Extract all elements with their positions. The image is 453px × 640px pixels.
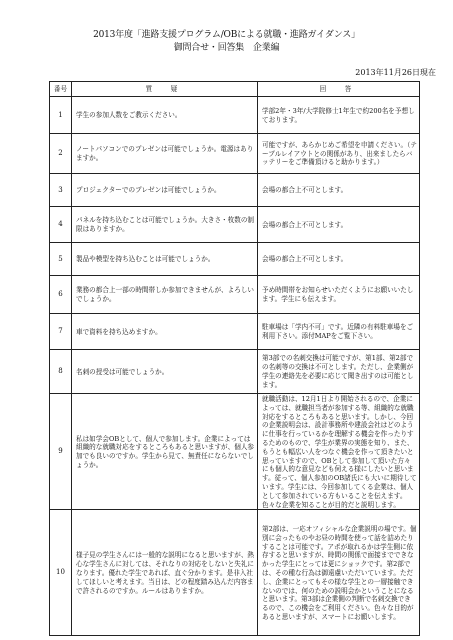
- question-cell: 私は如学会OBとして、個人で参加します。企業によっては組織的な就職対応をするところもあると思いますが、個人参加でも良いのですか。学生から見て、無責任にならないでしょうか。: [72, 394, 258, 510]
- table-row: [50, 394, 420, 510]
- column-header-question: 質 疑: [72, 82, 258, 97]
- as-of-date: 2013年11月26日現在: [355, 68, 436, 77]
- row-number: 1: [50, 97, 72, 134]
- row-number: 8: [50, 350, 72, 394]
- answer-cell: 会場の都合上不可とします。: [258, 207, 420, 243]
- question-cell: 様子見の学生さんには一般的な説明になると思いますが、熱心な学生さんに対しては、それなりの対応をしないと失礼になります。優れた学生であれば、直ぐ分かります。是非入社してほしいと考えます。当日は、どの程度踏み込んだ内容まで許されるのですか。ルールはありますか。: [72, 510, 258, 636]
- table-row: [50, 174, 420, 207]
- question-cell: 製品や模型を持ち込むことは可能でしょうか。: [72, 243, 258, 276]
- row-number: 5: [50, 243, 72, 276]
- question-cell: パネルを持ち込むことは可能でしょうか。大きさ・枚数の制限はありますか。: [72, 207, 258, 243]
- answer-cell: 就職活動は、12月1日より開始されるので、企業によっては、就職担当者が参加する等、組織的な就職対応をするところもあると思います。しかし、今回の企業説明会は、設計事務所や建設会社はどのように仕事を行っているかを理解する機会を作ったりするためのもので、学生が業界の実態を知り、また、もうとも幅広い人をつなぐ機会を作って頂きたいと思っていますので、OBとして参加して頂いた方々にも個人的な意見なども伺える様にしたいと思います。従って、個人参加のOB諸氏にも大いに期待しています。学生には、今回参加してくる企業は、個人として参加されている方もいることを伝えます。色々な企業を知ることが目的だと説明します。: [258, 394, 420, 510]
- table-row: [50, 134, 420, 174]
- table-header-row: [50, 82, 420, 97]
- question-cell: 名刺の授受は可能でしょうか。: [72, 350, 258, 394]
- question-cell: 車で資料を持ち込めますか。: [72, 314, 258, 350]
- question-cell: ノートパソコンでのプレゼンは可能でしょうか。電源はありますか。: [72, 134, 258, 174]
- question-cell: 業務の都合上一部の時間帯しか参加できませんが、よろしいでしょうか。: [72, 276, 258, 314]
- table-row: [50, 350, 420, 394]
- row-number: 9: [50, 394, 72, 510]
- answer-cell: 学部2年・3年/大学院修士1年生で約200名を予想しております。: [258, 97, 420, 134]
- row-number: 2: [50, 134, 72, 174]
- answer-cell: 第2部は、一応オフィシャルな企業説明の場です。個別に会ったものやお昼の時間を使って話を詰めたりすることは可能です。アポが取れるかは学生側に依存すると思いますが、時間の関係で面接までできなかった学生にとっては更にショックです。第2部では、その種な行為は御遠慮いただいています。ただし、企業にとってもその様な学生との一層接触できないのでは、何のための説明会かということになると思います。第3部は企業側の判断で名刺交換できるので、この機会をご利用ください。色々な目的があると思いますが、スマートにお願いします。: [258, 510, 420, 636]
- row-number: 6: [50, 276, 72, 314]
- answer-cell: 予め時間帯をお知らせいただくようにお願いいたします。学生にも伝えます。: [258, 276, 420, 314]
- answer-cell: 第3部での名刺交換は可能ですが、第1部、第2部での名刺等の交換は不可とします。ただし、企業側が学生の連絡先を必要に応じて聞き出すのは可能とします。: [258, 350, 420, 394]
- column-header-number: 番号: [50, 82, 72, 97]
- row-number: 10: [50, 510, 72, 636]
- answer-cell: 会場の都合上不可とします。: [258, 174, 420, 207]
- table-row: [50, 314, 420, 350]
- question-cell: プロジェクターでのプレゼンは可能でしょうか。: [72, 174, 258, 207]
- document-title: 2013年度「進路支援プログラム/OBによる就職・進路ガイダンス」: [93, 30, 360, 40]
- table-row: [50, 207, 420, 243]
- qa-table: [49, 81, 420, 636]
- table-row: [50, 243, 420, 276]
- table-row: [50, 276, 420, 314]
- row-number: 7: [50, 314, 72, 350]
- column-header-answer: 回 答: [258, 82, 420, 97]
- answer-cell: 会場の都合上不可とします。: [258, 243, 420, 276]
- document-subtitle: 御問合せ・回答集 企業編: [173, 43, 280, 53]
- row-number: 3: [50, 174, 72, 207]
- answer-cell: 駐車場は「学内不可」です。近隣の有料駐車場をご利用下さい。添付MAPをご覧下さい。: [258, 314, 420, 350]
- question-cell: 学生の参加人数をご教示ください。: [72, 97, 258, 134]
- table-row: [50, 510, 420, 636]
- answer-cell: 可能ですが、あらかじめご希望を申請ください。（テーブルレイアウトとの関係があり、出来ましたらバッテリーをご準備頂けると助かります。）: [258, 134, 420, 174]
- table-row: [50, 97, 420, 134]
- row-number: 4: [50, 207, 72, 243]
